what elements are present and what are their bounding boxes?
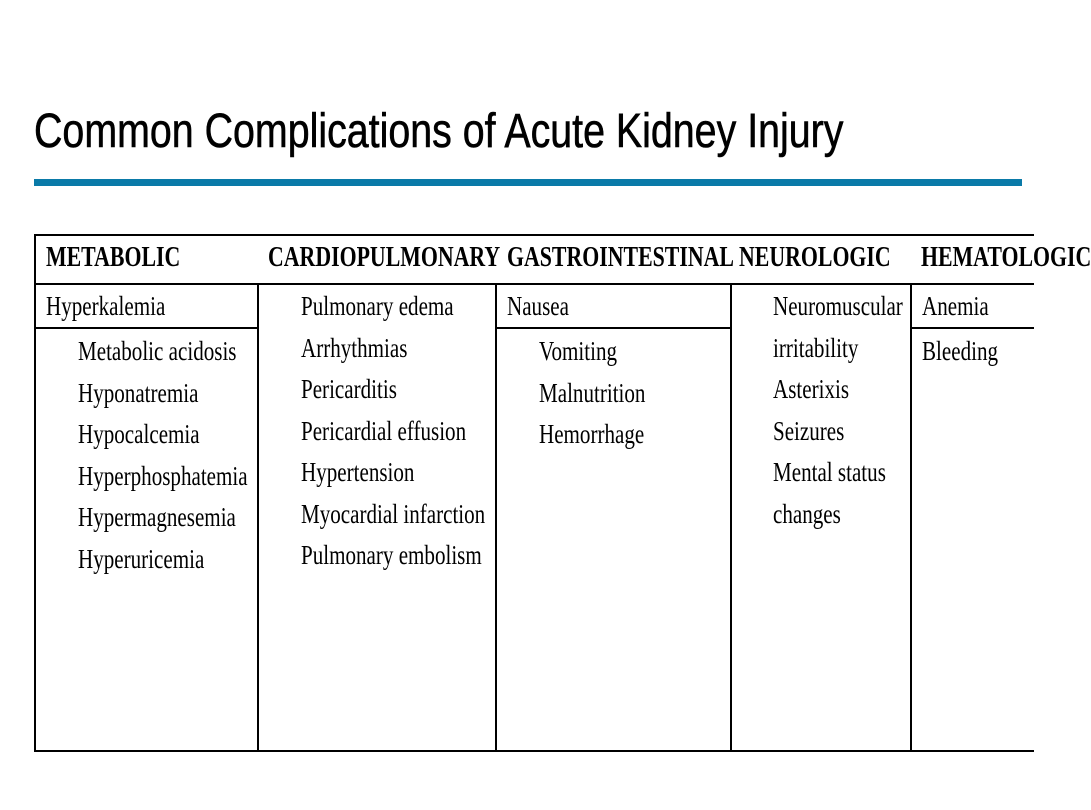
header-metabolic: METABOLIC	[46, 242, 181, 273]
list-item: Myocardial infarction	[301, 498, 486, 529]
list-item: irritability	[773, 332, 859, 363]
list-item: Malnutrition	[539, 377, 646, 408]
header-cardiopulmonary: CARDIOPULMONARY	[268, 242, 501, 273]
list-item: Metabolic acidosis	[78, 336, 237, 366]
list-item: Pulmonary embolism	[301, 540, 482, 570]
list-item: Hemorrhage	[539, 419, 645, 449]
list-item: Hypermagnesemia	[78, 502, 236, 532]
hematologic-first-item: Anemia	[922, 291, 989, 321]
list-item: changes	[773, 498, 841, 529]
column-divider-1	[257, 283, 259, 752]
list-item: Pericardial effusion	[301, 415, 467, 446]
list-item: Hyperuricemia	[78, 543, 205, 574]
cardiopulmonary-list	[301, 286, 485, 577]
list-item: Pericarditis	[301, 374, 397, 404]
page-title: Common Complications of Acute Kidney Injury	[34, 105, 844, 158]
table-left-border	[34, 234, 36, 752]
header-neurologic: NEUROLOGIC	[739, 242, 891, 273]
list-item: Hypertension	[301, 457, 415, 487]
gastrointestinal-first-item: Nausea	[507, 291, 569, 321]
header-hematologic: HEMATOLOGIC	[921, 242, 1091, 273]
list-item: Vomiting	[539, 336, 618, 366]
column-divider-2	[495, 283, 497, 752]
header-bottom-border	[34, 283, 1034, 285]
list-item: Hyponatremia	[78, 377, 199, 408]
column-divider-4	[910, 283, 912, 752]
list-item: Seizures	[773, 415, 845, 446]
list-item: Hypocalcemia	[78, 419, 200, 449]
gastrointestinal-list	[539, 331, 645, 456]
header-gastrointestinal: GASTROINTESTINAL	[507, 242, 734, 273]
table-bottom-border	[34, 750, 1034, 752]
list-item: Mental status	[773, 457, 886, 487]
list-item: Neuromuscular	[773, 291, 903, 321]
column-divider-3	[730, 283, 732, 752]
list-item: Asterixis	[773, 374, 850, 404]
metabolic-list	[78, 331, 248, 580]
list-item: Pulmonary edema	[301, 291, 454, 321]
table-top-border	[34, 234, 1034, 236]
list-item: Hyperphosphatemia	[78, 460, 248, 491]
list-item: Arrhythmias	[301, 332, 408, 363]
neurologic-list	[773, 286, 903, 535]
hematologic-second-item: Bleeding	[922, 336, 999, 366]
metabolic-first-item: Hyperkalemia	[46, 291, 166, 321]
